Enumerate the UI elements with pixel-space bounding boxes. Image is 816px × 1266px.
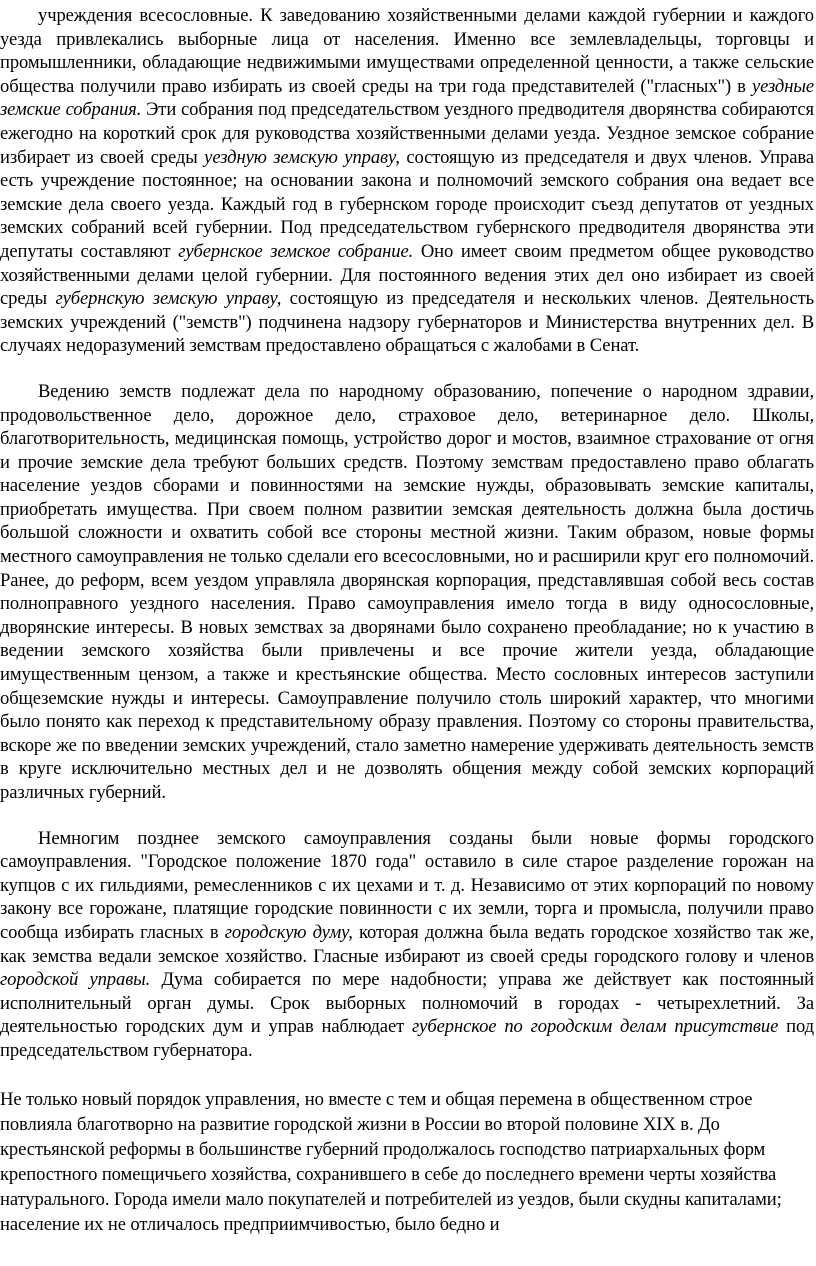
text-segment: Не только новый порядок управления, но вместе с тем и общая перемена в общественном строе повлияла благотворно на развитие городской жизни в России во второй половине XIX в. До крестьянской реформы в большинстве губерний продолжалось господство патриархальных форм крепостного помещичьего хозяйства, сохранившего в себе до последнего времени черты хозяйства натурального. Города имели мало покупателей и потребителей из уездов, были скудны капиталами; население их не отличалось предприимчивостью, было бедно и xyxy=(0,1088,782,1235)
text-segment: которая должна была ведать городское хозяйство так же, как земства ведали земское хозяйство. Гласные избирают из своей среды городского голову и членов xyxy=(0,921,814,967)
italic-term: уездную земскую управу, xyxy=(204,146,400,168)
text-segment: Ведению земств подлежат дела по народному образованию, попечение о народном здравии, продовольственное дело, дорожное дело, страховое дело, ветеринарное дело. Школы, благотворительность, медицинская помощь, устройство дорог и мостов, взаимное страхование от огня и прочие земские дела требуют больших средств. Поэтому земствам предоставлено право облагать население уездов сборами и повинностями на земские нужды, образовывать земские капиталы, приобретать имущества. При своем полном развитии земская деятельность должна была достичь большой сложности и охватить собой все стороны местной жизни. Таким образом, новые формы местного самоуправления не только сделали его всесословными, но и расширили круг его полномочий. Ранее, до реформ, всем уездом управляла дворянская корпорация, представлявшая собой весь состав полноправного уездного населения. Право самоуправления имело тогда в виду односословные, дворянские интересы. В новых земствах за дворянами было сохранено преобладание; но к участию в ведении земского хозяйства были привлечены и все прочие жители уезда, обладающие имущественным цензом, а также и крестьянские общества. Место сословных интересов заступили общеземские нужды и интересы. Самоуправление получило столь широкий характер, что многими было понято как переход к представительному образу правления. Поэтому со стороны правительства, вскоре же по введении земских учреждений, стало заметно намерение удерживать деятельность земств в круге исключительно местных дел и не дозволять общения между собой земских корпораций различных губерний. xyxy=(0,380,814,803)
paragraph-urban-life xyxy=(0,1087,814,1237)
italic-term: уездные земские собрания. xyxy=(0,75,814,121)
text-segment: Дума собирается по мере надобности; управа же действует как постоянный исполнительный орган думы. Срок выборных полномочий в городах - четырехлетний. За деятельностью городских дум и управ наблюдает xyxy=(0,969,815,1038)
text-segment: под председательством губернатора. xyxy=(0,1016,814,1061)
paragraph-zemstvo-assemblies xyxy=(0,4,814,358)
text-segment: состоящую из председателя и нескольких членов. Деятельность земских учреждений ("земств") подчинена надзору губернаторов и Министерства внутренних дел. В случаях недоразумений земствам предоставлено обращаться с жалобами в Сенат. xyxy=(0,288,815,357)
document-page xyxy=(0,4,814,1237)
italic-term: городскую думу, xyxy=(224,921,353,943)
text-segment: учреждения всесословные. К заведованию хозяйственными делами каждой губернии и каждого уезда привлекались выборные лица от населения. Именно все землевладельцы, торговцы и промышленники, обладающие недвижимыми имуществами определенной ценности, а также сельские общества получили право избирать из своей среды на три года представителей ("гласных") в xyxy=(0,5,814,97)
text-segment: Немногим позднее земского самоуправления созданы были новые формы городского самоуправления. "Городское положение 1870 года" оставило в силе старое разделение горожан на купцов с их гильдиями, ремесленников с их цехами и т. д. Независимо от этих корпораций по новому закону все горожане, платящие городские повинности с их земли, торга и промысла, получили право сообща избирать гласных в xyxy=(0,827,814,943)
paragraph-city-self-government xyxy=(0,827,814,1063)
italic-term: городской управы. xyxy=(0,969,151,991)
paragraph-zemstvo-duties xyxy=(0,380,814,805)
italic-term: губернскую земскую управу, xyxy=(55,288,282,310)
italic-term: губернское земское собрание. xyxy=(178,240,414,262)
text-segment: состоящую из председателя и двух членов. Управа есть учреждение постоянное; на основании закона и полномочий земского собрания она ведает все земские дела своего уезда. Каждый год в губернском городе происходит съезд депутатов от уездных земских собраний всей губернии. Под председательством губернского предводителя дворянства эти депутаты составляют xyxy=(0,146,814,262)
text-segment: Эти собрания под председательством уездного предводителя дворянства собираются ежегодно на короткий срок для руководства хозяйственными делами уезда. Уездное земское собрание избирает из своей среды xyxy=(0,99,814,168)
italic-term: губернское по городским делам присутствие xyxy=(412,1016,779,1038)
text-segment: Оно имеет своим предметом общее руководство хозяйственными делами целой губернии. Для постоянного ведения этих дел оно избирает из своей среды xyxy=(0,240,814,310)
